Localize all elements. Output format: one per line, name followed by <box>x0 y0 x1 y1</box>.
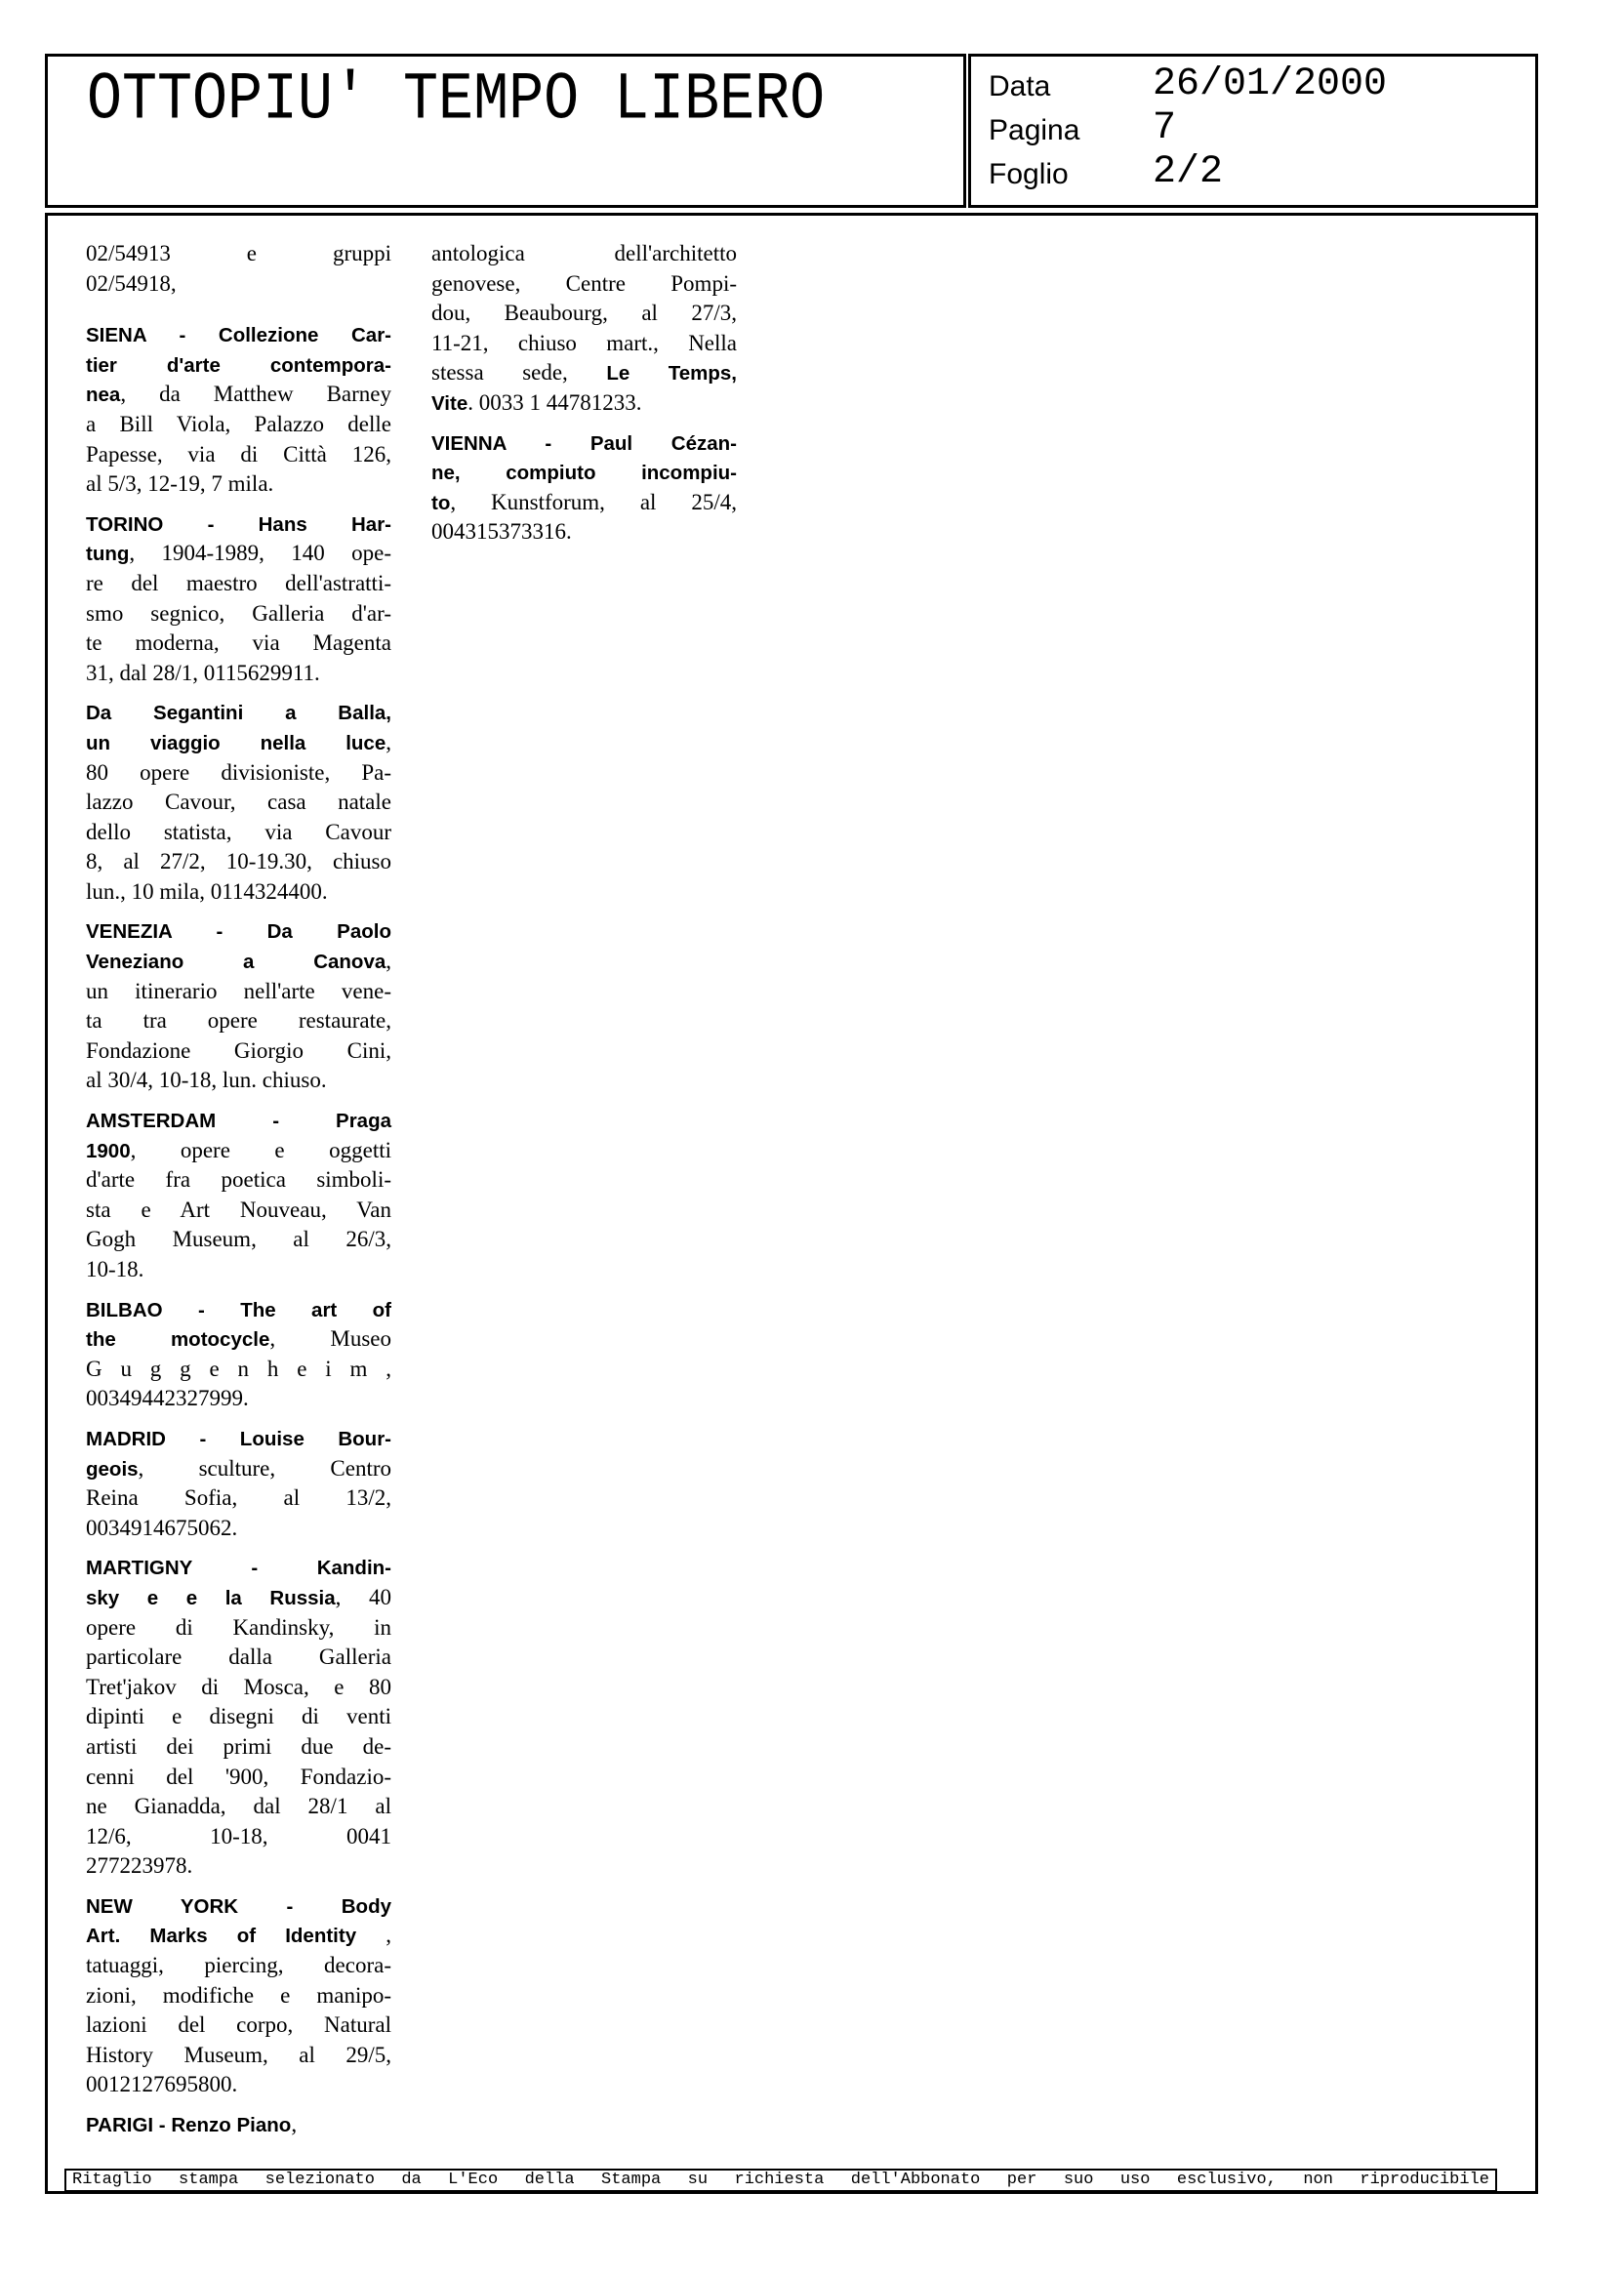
entry-heading-text: un viaggio nella luce <box>86 731 386 754</box>
text-line <box>86 1613 391 1644</box>
entry-body-text: 10-18. <box>86 1257 144 1281</box>
listing-entry <box>86 1891 391 2100</box>
entry-body-text: Tret'jakov di Mosca, e 80 <box>86 1674 391 1699</box>
entry-body-text: , sculture, Centro <box>138 1455 391 1481</box>
entry-heading-text: TORINO - Hans Har- <box>86 512 391 536</box>
entry-body-text: 12/6, 10-18, 0041 <box>86 1823 391 1848</box>
text-line <box>86 1355 391 1385</box>
text-line <box>86 1851 391 1882</box>
entry-body-text: , <box>356 1923 392 1948</box>
entry-body-text: dello statista, via Cavour <box>86 819 391 844</box>
text-line <box>86 440 391 470</box>
text-line <box>86 1136 391 1166</box>
text-line <box>86 1384 391 1414</box>
entry-heading-text: ne, compiuto incompiu- <box>431 462 737 485</box>
listing-entry <box>431 428 737 548</box>
entry-heading-text: BILBAO - The art of <box>86 1298 391 1321</box>
text-line <box>86 977 391 1007</box>
entry-body-text: , 40 <box>335 1584 391 1609</box>
entry-body-text: ta tra opere restaurate, <box>86 1008 391 1034</box>
text-line <box>86 818 391 848</box>
entry-heading-text: nea <box>86 384 121 407</box>
entry-body-text: 00349442327999. <box>86 1386 249 1411</box>
text-line <box>86 1643 391 1673</box>
text-line <box>431 329 737 359</box>
text-line <box>86 2010 391 2041</box>
entry-body-text: , <box>386 949 391 974</box>
entry-heading-text: AMSTERDAM - Praga <box>86 1110 391 1133</box>
text-line <box>86 569 391 599</box>
entry-body-text: 277223978. <box>86 1853 193 1879</box>
entry-heading-text: MADRID - Louise Bour- <box>86 1427 391 1450</box>
text-line <box>86 698 391 728</box>
text-line <box>431 269 737 300</box>
text-line <box>86 1583 391 1613</box>
entry-body-text: a Bill Viola, Palazzo delle <box>86 411 391 436</box>
article-column-2 <box>431 239 737 557</box>
text-line <box>86 1673 391 1703</box>
text-line <box>431 358 737 388</box>
entry-body-text: te moderna, via Magenta <box>86 630 391 656</box>
entry-body-text: , Kunstforum, al 25/4, <box>450 489 737 514</box>
text-line <box>86 1763 391 1793</box>
text-line <box>86 847 391 877</box>
text-line <box>86 1255 391 1285</box>
entry-heading-text: Da Segantini a Balla, <box>86 702 391 725</box>
entry-body-text: opere di Kandinsky, in <box>86 1614 391 1640</box>
text-line <box>86 1951 391 1981</box>
meta-page-label: Pagina <box>989 114 1080 146</box>
entry-heading-text: Le Temps, <box>606 362 737 386</box>
text-line <box>86 1006 391 1036</box>
entry-heading-text: sky e e la Russia <box>86 1586 336 1609</box>
entry-body-text: zioni, modifiche e manipo- <box>86 1982 391 2008</box>
entry-body-text: genovese, Centre Pompi- <box>431 270 737 296</box>
entry-heading-text: SIENA - Collezione Car- <box>86 324 391 347</box>
text-line <box>431 517 737 548</box>
text-line <box>86 758 391 789</box>
entry-heading-text: Art. Marks of Identity <box>86 1925 357 1948</box>
text-line <box>86 1921 391 1951</box>
text-line <box>86 659 391 689</box>
copyright-notice: Ritaglio stampa selezionato da L'Eco della Stampa su richiesta dell'Abbonato per suo uso esclusivo, non riproducibile <box>64 2169 1497 2192</box>
entry-body-text: lazzo Cavour, casa natale <box>86 790 391 815</box>
text-line <box>86 320 391 350</box>
entry-body-text: 0034914675062. <box>86 1515 238 1540</box>
entry-body-text: particolare dalla Galleria <box>86 1645 391 1670</box>
clipping-meta <box>968 54 1538 208</box>
text-line <box>86 728 391 758</box>
text-line <box>86 269 391 300</box>
entry-heading-text: 1900 <box>86 1139 131 1162</box>
text-line <box>86 350 391 381</box>
entry-body-text: , <box>291 2112 298 2137</box>
entry-body-text: , 1904-1989, 140 ope- <box>129 541 391 566</box>
entry-heading-text: tung <box>86 543 130 566</box>
text-line <box>86 1732 391 1763</box>
entry-body-text: Papesse, via di Città 126, <box>86 441 391 467</box>
listing-entry <box>86 1553 391 1882</box>
text-line <box>86 469 391 500</box>
listing-entry <box>86 916 391 1096</box>
listing-entry <box>431 239 737 419</box>
entry-body-text: History Museum, al 29/5, <box>86 2042 391 2067</box>
entry-body-text: re del maestro dell'astratti- <box>86 570 391 595</box>
text-line <box>431 428 737 459</box>
entry-body-text: al 5/3, 12-19, 7 mila. <box>86 471 274 497</box>
text-line <box>86 1891 391 1922</box>
text-line <box>86 1822 391 1852</box>
listing-entry <box>86 1424 391 1543</box>
text-line <box>86 1036 391 1067</box>
meta-page-value: 7 <box>1153 106 1177 150</box>
text-line <box>86 1553 391 1583</box>
text-line <box>86 1165 391 1196</box>
entry-body-text: , Museo <box>269 1326 391 1352</box>
entry-body-text: Gogh Museum, al 26/3, <box>86 1227 391 1252</box>
entry-body-text: stessa sede, <box>431 360 607 386</box>
text-line <box>86 509 391 540</box>
entry-body-text: ne Gianadda, dal 28/1 al <box>86 1794 391 1819</box>
entry-heading-text: tier d'arte contempora- <box>86 353 391 377</box>
entry-body-text: , <box>386 729 391 754</box>
text-line <box>86 2110 391 2140</box>
entry-body-text: d'arte fra poetica simboli- <box>86 1167 391 1193</box>
text-line <box>86 1106 391 1136</box>
meta-date-value: 26/01/2000 <box>1153 62 1388 106</box>
entry-body-text: 02/54913 e gruppi <box>86 241 391 265</box>
entry-body-text: 31, dal 28/1, 0115629911. <box>86 660 320 685</box>
text-line <box>86 629 391 659</box>
entry-body-text: 0012127695800. <box>86 2072 238 2097</box>
text-line <box>86 2041 391 2071</box>
text-line <box>86 380 391 410</box>
text-line <box>86 877 391 908</box>
entry-body-text: , da Matthew Barney <box>120 382 391 407</box>
meta-sheet-label: Foglio <box>989 158 1069 190</box>
text-line <box>86 916 391 947</box>
text-line <box>86 1454 391 1484</box>
entry-body-text: al 30/4, 10-18, lun. chiuso. <box>86 1068 327 1093</box>
text-line <box>86 599 391 629</box>
entry-body-text: sta e Art Nouveau, Van <box>86 1197 391 1222</box>
publication-title: OTTOPIU' TEMPO LIBERO <box>87 62 826 140</box>
meta-sheet-value: 2/2 <box>1153 150 1224 194</box>
text-line <box>86 2070 391 2100</box>
text-line <box>431 388 737 419</box>
entry-body-text: smo segnico, Galleria d'ar- <box>86 600 391 626</box>
text-line <box>431 299 737 329</box>
article-column-1 <box>86 239 391 2150</box>
listing-entry <box>86 320 391 500</box>
entry-heading-text: MARTIGNY - Kandin- <box>86 1557 391 1580</box>
text-line <box>86 1424 391 1454</box>
text-line <box>86 788 391 818</box>
entry-heading-text: NEW YORK - Body <box>86 1894 391 1918</box>
text-line <box>431 488 737 518</box>
entry-body-text: cenni del '900, Fondazio- <box>86 1764 391 1789</box>
entry-body-text: dipinti e disegni di venti <box>86 1704 391 1729</box>
text-line <box>86 1514 391 1544</box>
entry-body-text: . 0033 1 44781233. <box>467 389 642 415</box>
listing-entry <box>86 509 391 689</box>
entry-body-text: 004315373316. <box>431 519 572 545</box>
entry-body-text: , opere e oggetti <box>130 1137 391 1162</box>
text-line <box>86 1483 391 1514</box>
entry-body-text: 11-21, chiuso mart., Nella <box>431 330 737 355</box>
entry-body-text: Reina Sofia, al 13/2, <box>86 1485 391 1511</box>
text-line <box>431 239 737 269</box>
entry-heading-text: Vite <box>431 391 468 415</box>
text-line <box>86 1981 391 2011</box>
text-line <box>86 410 391 440</box>
listing-entry <box>86 239 391 299</box>
entry-body-text: tatuaggi, piercing, decora- <box>86 1953 391 1978</box>
text-line <box>86 1295 391 1325</box>
entry-body-text: 8, al 27/2, 10-19.30, chiuso <box>86 849 391 874</box>
text-line <box>431 458 737 488</box>
text-line <box>86 1066 391 1096</box>
entry-heading-text: the motocycle <box>86 1328 270 1352</box>
entry-heading-text: VENEZIA - Da Paolo <box>86 920 391 944</box>
entry-body-text: antologica dell'architetto <box>431 241 737 265</box>
listing-entry <box>86 1106 391 1285</box>
entry-body-text: lun., 10 mila, 0114324400. <box>86 878 328 904</box>
text-line <box>86 1702 391 1732</box>
text-line <box>86 1196 391 1226</box>
entry-body-text: Fondazione Giorgio Cini, <box>86 1037 391 1063</box>
publication-header <box>45 54 966 208</box>
entry-heading-text: Veneziano a Canova <box>86 951 386 974</box>
entry-heading-text: geois <box>86 1457 139 1481</box>
text-line <box>86 1792 391 1822</box>
listing-entry <box>86 1295 391 1414</box>
text-line <box>86 539 391 569</box>
text-line <box>86 1324 391 1355</box>
entry-body-text: 02/54918, <box>86 270 177 296</box>
entry-body-text: 80 opere divisioniste, Pa- <box>86 759 391 785</box>
meta-date-label: Data <box>989 70 1051 102</box>
entry-body-text: un itinerario nell'arte vene- <box>86 978 391 1003</box>
entry-heading-text: VIENNA - Paul Cézan- <box>431 431 737 455</box>
text-line <box>86 1225 391 1255</box>
listing-entry <box>86 2110 391 2140</box>
listing-entry <box>86 698 391 907</box>
entry-body-text: artisti dei primi due de- <box>86 1733 391 1759</box>
text-line <box>86 947 391 977</box>
text-line <box>86 239 391 269</box>
entry-body-text: dou, Beaubourg, al 27/3, <box>431 301 737 326</box>
entry-heading-text: PARIGI - Renzo Piano <box>86 2114 292 2137</box>
entry-body-text: G u g g e n h e i m , <box>86 1356 391 1381</box>
entry-body-text: lazioni del corpo, Natural <box>86 2012 391 2038</box>
entry-heading-text: to <box>431 491 451 514</box>
